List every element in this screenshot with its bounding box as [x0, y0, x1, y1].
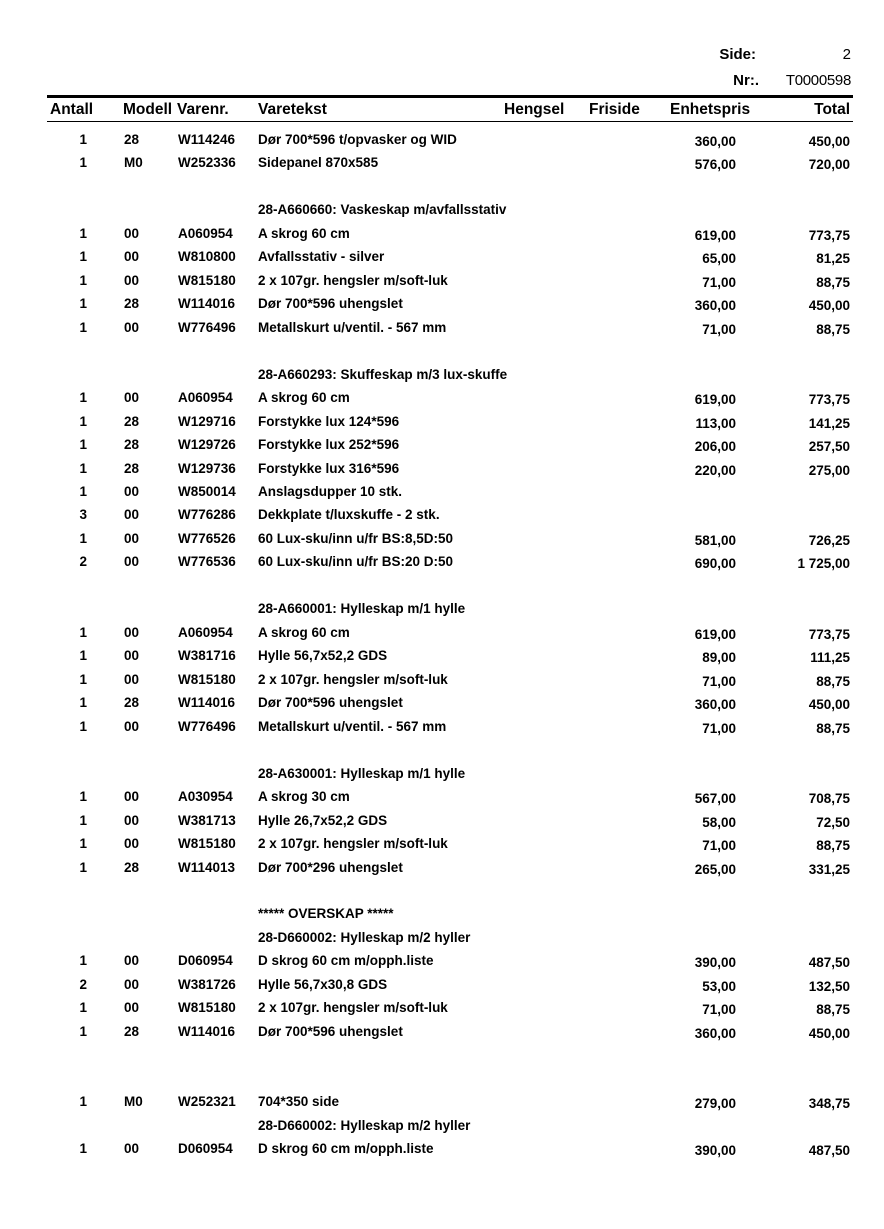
varenr-cell: A030954 [178, 789, 233, 804]
antall-cell: 1 [79, 648, 87, 663]
table-row [0, 648, 884, 668]
modell-cell: 00 [124, 484, 140, 499]
modell-cell: 00 [124, 1000, 140, 1015]
col-header-varenr: Varenr. [177, 101, 229, 118]
table-row [0, 672, 884, 692]
antall-cell: 1 [79, 296, 87, 311]
modell-cell: 00 [124, 531, 140, 546]
antall-cell: 1 [79, 414, 87, 429]
varenr-cell: W815180 [178, 1000, 236, 1015]
varenr-cell: W381713 [178, 813, 236, 828]
varenr-cell: A060954 [178, 390, 233, 405]
varenr-cell: W114016 [178, 1024, 236, 1039]
antall-cell: 3 [79, 507, 87, 522]
total-cell: 487,50 [808, 1143, 850, 1158]
section-heading-text: 28-A660001: Hylleskap m/1 hylle [258, 601, 466, 616]
section-heading [0, 1118, 884, 1138]
enhetspris-cell: 576,00 [694, 157, 736, 172]
total-cell: 450,00 [808, 697, 850, 712]
varetekst-cell: A skrog 60 cm [258, 625, 350, 640]
varenr-cell: A060954 [178, 226, 233, 241]
modell-cell: 28 [124, 437, 140, 452]
total-cell: 331,25 [808, 862, 850, 877]
modell-cell: 00 [124, 648, 140, 663]
antall-cell: 1 [79, 249, 87, 264]
total-cell: 773,75 [808, 392, 850, 407]
antall-cell: 1 [79, 461, 87, 476]
total-cell: 726,25 [808, 533, 850, 548]
varenr-cell: W114013 [178, 860, 236, 875]
total-cell: 708,75 [808, 791, 850, 806]
header-top-rule [47, 95, 853, 98]
modell-cell: 00 [124, 249, 140, 264]
antall-cell: 1 [79, 1141, 87, 1156]
total-cell: 72,50 [816, 815, 850, 830]
varenr-cell: W129726 [178, 437, 236, 452]
enhetspris-cell: 390,00 [694, 955, 736, 970]
total-cell: 1 725,00 [797, 556, 850, 571]
total-cell: 81,25 [816, 251, 850, 266]
varetekst-cell: Forstykke lux 252*596 [258, 437, 400, 452]
varetekst-cell: D skrog 60 cm m/opph.liste [258, 1141, 434, 1156]
total-cell: 132,50 [808, 979, 850, 994]
modell-cell: 00 [124, 507, 140, 522]
varetekst-cell: Dør 700*596 t/opvasker og WID [258, 132, 457, 147]
antall-cell: 1 [79, 273, 87, 288]
antall-cell: 1 [79, 484, 87, 499]
antall-cell: 1 [79, 813, 87, 828]
total-cell: 450,00 [808, 298, 850, 313]
varenr-cell: W776286 [178, 507, 236, 522]
enhetspris-cell: 619,00 [694, 392, 736, 407]
varenr-cell: W815180 [178, 273, 236, 288]
varetekst-cell: D skrog 60 cm m/opph.liste [258, 953, 434, 968]
table-row [0, 273, 884, 293]
antall-cell: 1 [79, 320, 87, 335]
antall-cell: 1 [79, 437, 87, 452]
enhetspris-cell: 71,00 [702, 322, 736, 337]
table-row [0, 390, 884, 410]
varenr-cell: W114016 [178, 695, 236, 710]
section-heading [0, 202, 884, 222]
antall-cell: 1 [79, 390, 87, 405]
total-cell: 450,00 [808, 1026, 850, 1041]
total-cell: 720,00 [808, 157, 850, 172]
antall-cell: 1 [79, 695, 87, 710]
modell-cell: 28 [124, 461, 140, 476]
total-cell: 348,75 [808, 1096, 850, 1111]
varenr-cell: W776526 [178, 531, 236, 546]
modell-cell: 00 [124, 273, 140, 288]
enhetspris-cell: 360,00 [694, 298, 736, 313]
table-row [0, 132, 884, 152]
varenr-cell: W810800 [178, 249, 236, 264]
total-cell: 141,25 [808, 416, 850, 431]
antall-cell: 1 [79, 860, 87, 875]
enhetspris-cell: 390,00 [694, 1143, 736, 1158]
varetekst-cell: 2 x 107gr. hengsler m/soft-luk [258, 1000, 448, 1015]
col-header-modell: Modell [123, 101, 173, 118]
varetekst-cell: Metallskurt u/ventil. - 567 mm [258, 719, 447, 734]
total-cell: 275,00 [808, 463, 850, 478]
total-cell: 257,50 [808, 439, 850, 454]
varetekst-cell: Dør 700*596 uhengslet [258, 1024, 403, 1039]
enhetspris-cell: 65,00 [702, 251, 736, 266]
antall-cell: 1 [79, 672, 87, 687]
varetekst-cell: Forstykke lux 124*596 [258, 414, 400, 429]
table-row [0, 695, 884, 715]
nr-label: Nr:. [733, 72, 759, 89]
modell-cell: 00 [124, 977, 140, 992]
varenr-cell: W252336 [178, 155, 236, 170]
enhetspris-cell: 690,00 [694, 556, 736, 571]
section-heading [0, 930, 884, 950]
modell-cell: 00 [124, 320, 140, 335]
varenr-cell: W776496 [178, 719, 236, 734]
varenr-cell: W776496 [178, 320, 236, 335]
table-row [0, 1094, 884, 1114]
varetekst-cell: Hylle 56,7x52,2 GDS [258, 648, 388, 663]
total-cell: 88,75 [816, 838, 850, 853]
nr-value: T0000598 [785, 72, 851, 89]
col-header-hengsel: Hengsel [504, 101, 565, 118]
modell-cell: 28 [124, 860, 140, 875]
enhetspris-cell: 265,00 [694, 862, 736, 877]
table-row [0, 414, 884, 434]
antall-cell: 1 [79, 953, 87, 968]
varetekst-cell: 2 x 107gr. hengsler m/soft-luk [258, 672, 448, 687]
modell-cell: 00 [124, 554, 140, 569]
antall-cell: 1 [79, 132, 87, 147]
varetekst-cell: Avfallsstativ - silver [258, 249, 385, 264]
varetekst-cell: 2 x 107gr. hengsler m/soft-luk [258, 273, 448, 288]
modell-cell: 28 [124, 695, 140, 710]
modell-cell: 28 [124, 296, 140, 311]
varetekst-cell: 60 Lux-sku/inn u/fr BS:20 D:50 [258, 554, 454, 569]
table-row [0, 461, 884, 481]
total-cell: 88,75 [816, 1002, 850, 1017]
enhetspris-cell: 206,00 [694, 439, 736, 454]
table-row [0, 554, 884, 574]
table-row [0, 813, 884, 833]
col-header-antall: Antall [50, 101, 94, 118]
antall-cell: 2 [79, 554, 87, 569]
table-row [0, 531, 884, 551]
varenr-cell: W815180 [178, 836, 236, 851]
varetekst-cell: Forstykke lux 316*596 [258, 461, 400, 476]
table-row [0, 249, 884, 269]
total-cell: 773,75 [808, 627, 850, 642]
varetekst-cell: Metallskurt u/ventil. - 567 mm [258, 320, 447, 335]
antall-cell: 1 [79, 625, 87, 640]
modell-cell: 00 [124, 836, 140, 851]
antall-cell: 1 [79, 789, 87, 804]
varenr-cell: A060954 [178, 625, 233, 640]
enhetspris-cell: 71,00 [702, 1002, 736, 1017]
antall-cell: 1 [79, 1000, 87, 1015]
table-row [0, 1000, 884, 1020]
varenr-cell: W381716 [178, 648, 236, 663]
varetekst-cell: 2 x 107gr. hengsler m/soft-luk [258, 836, 448, 851]
varenr-cell: W252321 [178, 1094, 236, 1109]
table-row [0, 155, 884, 175]
table-row [0, 1141, 884, 1161]
total-cell: 487,50 [808, 955, 850, 970]
enhetspris-cell: 360,00 [694, 1026, 736, 1041]
table-row [0, 437, 884, 457]
table-row [0, 625, 884, 645]
section-heading [0, 367, 884, 387]
varenr-cell: W129736 [178, 461, 236, 476]
table-row [0, 320, 884, 340]
enhetspris-cell: 220,00 [694, 463, 736, 478]
enhetspris-cell: 360,00 [694, 134, 736, 149]
section-heading [0, 601, 884, 621]
antall-cell: 1 [79, 719, 87, 734]
antall-cell: 1 [79, 155, 87, 170]
section-heading [0, 766, 884, 786]
side-value: 2 [842, 46, 851, 63]
varetekst-cell: 60 Lux-sku/inn u/fr BS:8,5D:50 [258, 531, 454, 546]
enhetspris-cell: 71,00 [702, 838, 736, 853]
table-row [0, 789, 884, 809]
section-heading-text: ***** OVERSKAP ***** [258, 906, 394, 921]
varetekst-cell: A skrog 30 cm [258, 789, 350, 804]
varetekst-cell: Hylle 56,7x30,8 GDS [258, 977, 388, 992]
antall-cell: 2 [79, 977, 87, 992]
enhetspris-cell: 113,00 [695, 416, 736, 431]
table-row [0, 296, 884, 316]
modell-cell: 28 [124, 1024, 140, 1039]
varenr-cell: W850014 [178, 484, 236, 499]
varetekst-cell: Dør 700*596 uhengslet [258, 296, 403, 311]
col-header-friside: Friside [589, 101, 640, 118]
enhetspris-cell: 619,00 [694, 228, 736, 243]
table-row [0, 226, 884, 246]
modell-cell: 00 [124, 226, 140, 241]
enhetspris-cell: 581,00 [694, 533, 736, 548]
modell-cell: 00 [124, 672, 140, 687]
table-row [0, 507, 884, 527]
varenr-cell: W815180 [178, 672, 236, 687]
varetekst-cell: Sidepanel 870x585 [258, 155, 379, 170]
antall-cell: 1 [79, 226, 87, 241]
varenr-cell: W381726 [178, 977, 236, 992]
table-row [0, 977, 884, 997]
antall-cell: 1 [79, 1024, 87, 1039]
enhetspris-cell: 53,00 [702, 979, 736, 994]
antall-cell: 1 [79, 836, 87, 851]
total-cell: 111,25 [810, 650, 850, 665]
modell-cell: 00 [124, 625, 140, 640]
total-cell: 88,75 [816, 721, 850, 736]
col-header-varetekst: Varetekst [258, 101, 327, 118]
modell-cell: M0 [124, 155, 143, 170]
modell-cell: 00 [124, 719, 140, 734]
enhetspris-cell: 567,00 [694, 791, 736, 806]
col-header-enhetspris: Enhetspris [670, 101, 751, 118]
total-cell: 450,00 [808, 134, 850, 149]
enhetspris-cell: 279,00 [694, 1096, 736, 1111]
varetekst-cell: Dør 700*296 uhengslet [258, 860, 403, 875]
table-row [0, 1024, 884, 1044]
antall-cell: 1 [79, 1094, 87, 1109]
varetekst-cell: A skrog 60 cm [258, 390, 350, 405]
table-row [0, 953, 884, 973]
varenr-cell: W776536 [178, 554, 236, 569]
enhetspris-cell: 360,00 [694, 697, 736, 712]
total-cell: 88,75 [816, 275, 850, 290]
total-cell: 88,75 [816, 322, 850, 337]
enhetspris-cell: 58,00 [702, 815, 736, 830]
varenr-cell: W114246 [178, 132, 236, 147]
varenr-cell: W129716 [178, 414, 236, 429]
total-cell: 773,75 [808, 228, 850, 243]
varetekst-cell: Anslagsdupper 10 stk. [258, 484, 403, 499]
enhetspris-cell: 71,00 [702, 275, 736, 290]
section-heading-text: 28-A660293: Skuffeskap m/3 lux-skuffe [258, 367, 508, 382]
section-heading-text: 28-A660660: Vaskeskap m/avfallsstativ [258, 202, 507, 217]
section-heading-text: 28-D660002: Hylleskap m/2 hyller [258, 1118, 471, 1133]
table-row [0, 484, 884, 504]
varenr-cell: W114016 [178, 296, 236, 311]
modell-cell: 28 [124, 132, 140, 147]
side-label: Side: [719, 46, 756, 63]
table-row [0, 860, 884, 880]
modell-cell: 00 [124, 390, 140, 405]
header-bottom-rule [47, 121, 853, 122]
table-row [0, 719, 884, 739]
enhetspris-cell: 71,00 [702, 721, 736, 736]
section-heading [0, 906, 884, 926]
enhetspris-cell: 619,00 [694, 627, 736, 642]
antall-cell: 1 [79, 531, 87, 546]
varetekst-cell: 704*350 side [258, 1094, 340, 1109]
modell-cell: 00 [124, 953, 140, 968]
varetekst-cell: Dekkplate t/luxskuffe - 2 stk. [258, 507, 440, 522]
varetekst-cell: Hylle 26,7x52,2 GDS [258, 813, 388, 828]
table-row [0, 836, 884, 856]
modell-cell: 00 [124, 1141, 140, 1156]
section-heading-text: 28-D660002: Hylleskap m/2 hyller [258, 930, 471, 945]
modell-cell: 28 [124, 414, 140, 429]
total-cell: 88,75 [816, 674, 850, 689]
modell-cell: 00 [124, 813, 140, 828]
varetekst-cell: A skrog 60 cm [258, 226, 350, 241]
col-header-total: Total [814, 101, 850, 118]
varetekst-cell: Dør 700*596 uhengslet [258, 695, 403, 710]
enhetspris-cell: 71,00 [702, 674, 736, 689]
enhetspris-cell: 89,00 [702, 650, 736, 665]
modell-cell: 00 [124, 789, 140, 804]
section-heading-text: 28-A630001: Hylleskap m/1 hylle [258, 766, 466, 781]
varenr-cell: D060954 [178, 1141, 233, 1156]
varenr-cell: D060954 [178, 953, 233, 968]
modell-cell: M0 [124, 1094, 143, 1109]
